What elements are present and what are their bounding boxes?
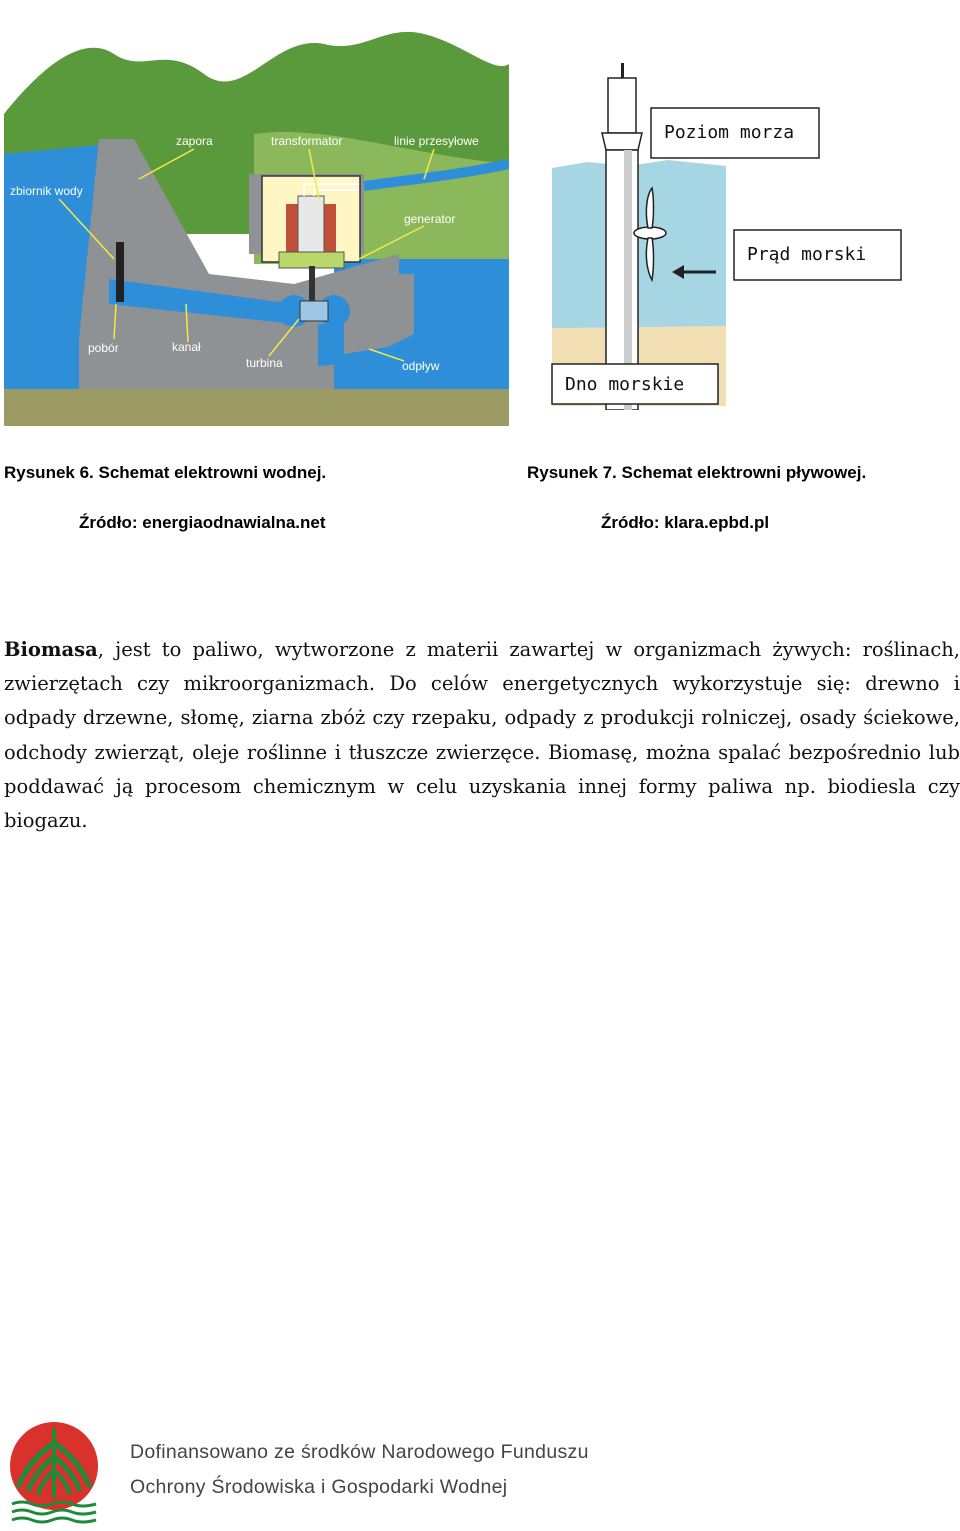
rotor-hub [634, 227, 666, 239]
label-sea-level: Poziom morza [664, 122, 795, 143]
figure7-source: Źródło: klara.epbd.pl [601, 513, 770, 532]
label-power-lines: linie przesyłowe [394, 134, 479, 148]
figure7-caption: Rysunek 7. Schemat elektrowni pływowej. [527, 463, 867, 482]
label-turbine: turbina [246, 356, 283, 370]
label-transformer: transformator [271, 134, 343, 148]
hydro-plant-diagram [4, 4, 509, 426]
footer-funding-line2: Ochrony Środowiska i Gospodarki Wodnej [130, 1476, 508, 1498]
reservoir-bottom-water [4, 339, 79, 389]
biomass-text: , jest to paliwo, wytworzone z materii zawartej w organizmach żywych: roślinach, zwierzętach czy mikroorganizmach. Do celów energetycznych wykorzystuje się: drewno i odpady drzewne, słomę, ziarna zbóż czy rzepaku, odpady z produkcji rolniczej, osady ściekowe, odchody zwierząt, oleje roślinne i tłuszcze zwierzęce. Biomasę, można spalać bezpośrednio lub poddawać ją procesom chemicznym w celu uzyskania innej formy paliwa np. biodiesla czy biogazu. [4, 638, 960, 833]
label-sea-current: Prąd morski [747, 244, 867, 265]
ground [4, 389, 509, 426]
nfosigw-logo [8, 1420, 100, 1524]
turbine-wheel [300, 301, 328, 321]
label-dam: zapora [176, 134, 213, 148]
nfosigw-logo-graphic [8, 1420, 100, 1524]
tower-top [608, 78, 636, 133]
intake-gate [116, 242, 124, 302]
label-sea-bed: Dno morskie [565, 374, 685, 395]
figure6-caption: Rysunek 6. Schemat elektrowni wodnej. [4, 463, 327, 482]
label-generator: generator [404, 212, 456, 226]
hydro-plant-figure [4, 4, 509, 426]
generator-base [279, 252, 344, 268]
generator-core [298, 196, 324, 256]
label-channel: kanał [172, 340, 201, 354]
label-outflow: odpływ [402, 359, 440, 373]
tidal-plant-figure [548, 58, 908, 410]
sea-water [552, 160, 726, 333]
tower-collar [602, 133, 642, 150]
label-reservoir: zbiornik wody [10, 184, 83, 198]
footer-funding-line1: Dofinansowano ze środków Narodowego Funduszu [130, 1441, 589, 1463]
label-intake: pobór [88, 341, 119, 355]
biomass-paragraph [4, 633, 960, 838]
tidal-plant-diagram [548, 58, 908, 410]
figure6-source: Źródło: energiaodnawialna.net [79, 513, 326, 532]
biomass-term: Biomasa [4, 638, 98, 661]
